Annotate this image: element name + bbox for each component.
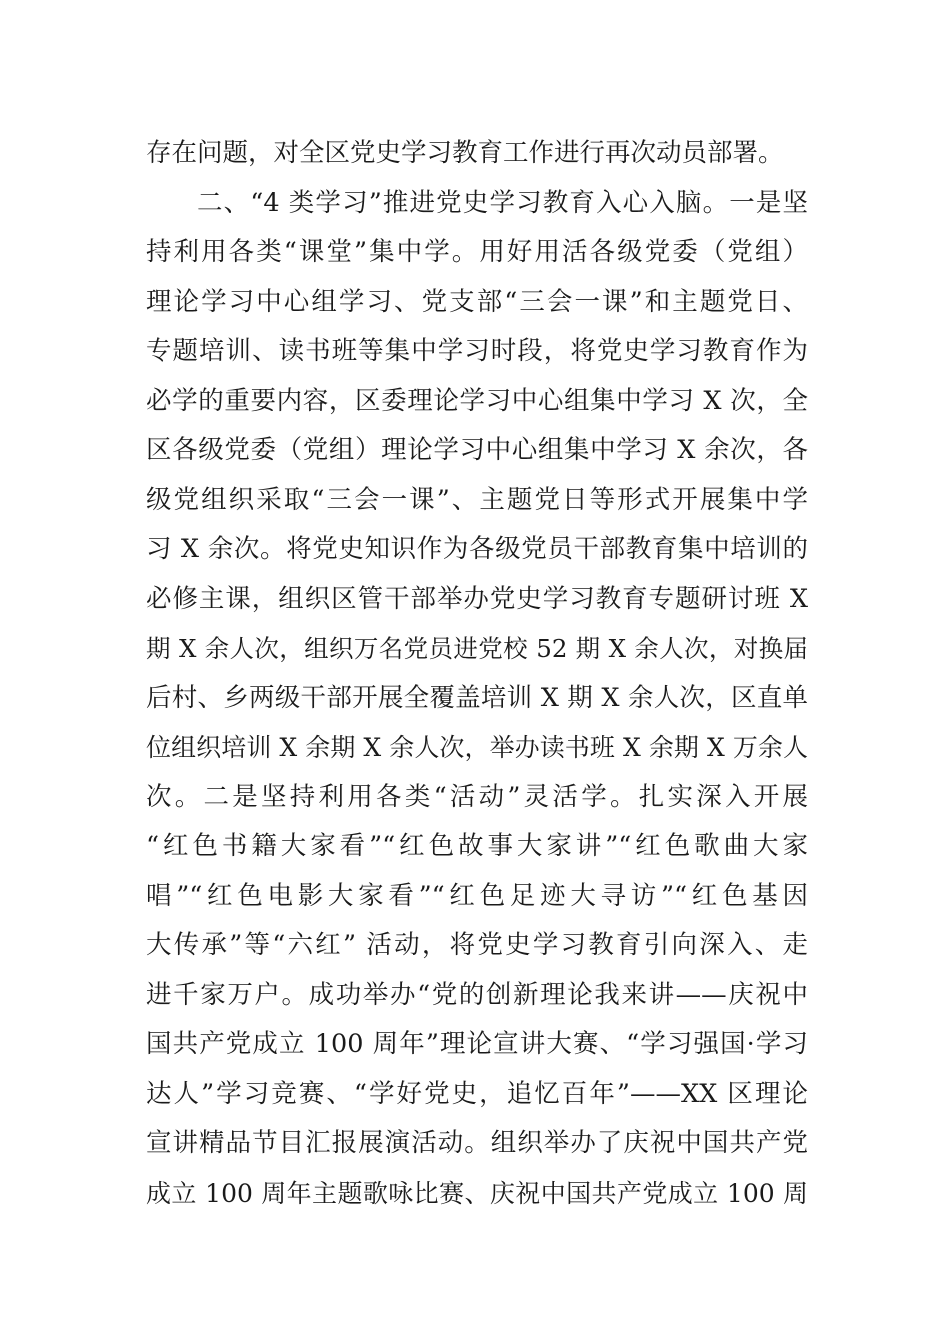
text-line: 大传承”等“六红” 活动，将党史学习教育引向深入、走 bbox=[146, 930, 808, 960]
text-line: 习 X 余次。将党史知识作为各级党员干部教育集中培训的 bbox=[146, 534, 808, 564]
text-line: 达人”学习竞赛、“学好党史，追忆百年”——XX 区理论 bbox=[146, 1078, 808, 1109]
body-text bbox=[146, 129, 808, 1218]
text-line: 国共产党成立 100 周年”理论宣讲大赛、“学习强国·学习 bbox=[146, 1029, 808, 1059]
text-line: 位组织培训 X 余期 X 余人次，举办读书班 X 余期 X 万余人 bbox=[146, 733, 808, 762]
text-line: 期 X 余人次，组织万名党员进党校 52 期 X 余人次，对换届 bbox=[146, 634, 808, 663]
text-line: 次。二是坚持利用各类“活动”灵活学。扎实深入开展 bbox=[146, 781, 808, 812]
text-line: “红色书籍大家看”“红色故事大家讲”“红色歌曲大家 bbox=[146, 831, 808, 861]
text-line: 级党组织采取“三会一课”、主题党日等形式开展集中学 bbox=[146, 484, 808, 515]
text-line: 唱”“红色电影大家看”“红色足迹大寻访”“红色基因 bbox=[146, 880, 808, 911]
text-line: 二、“4 类学习”推进党史学习教育入心入脑。一是坚 bbox=[197, 187, 808, 218]
text-line: 理论学习中心组学习、党支部“三会一课”和主题党日、 bbox=[146, 286, 808, 317]
text-line: 宣讲精品节目汇报展演活动。组织举办了庆祝中国共产党 bbox=[146, 1128, 808, 1158]
text-line: 存在问题，对全区党史学习教育工作进行再次动员部署。 bbox=[146, 138, 784, 168]
text-line: 成立 100 周年主题歌咏比赛、庆祝中国共产党成立 100 周 bbox=[146, 1178, 808, 1208]
text-line: 持利用各类“课堂”集中学。用好用活各级党委（党组） bbox=[146, 237, 808, 267]
text-line: 后村、乡两级干部开展全覆盖培训 X 期 X 余人次，区直单 bbox=[146, 682, 808, 713]
text-line: 专题培训、读书班等集中学习时段，将党史学习教育作为 bbox=[146, 336, 808, 366]
text-line: 进千家万户。成功举办“党的创新理论我来讲——庆祝中 bbox=[146, 979, 808, 1010]
text-line: 必修主课，组织区管干部举办党史学习教育专题研讨班 X bbox=[146, 583, 808, 614]
text-line: 区各级党委（党组）理论学习中心组集中学习 X 余次，各 bbox=[146, 435, 808, 465]
text-line: 必学的重要内容，区委理论学习中心组集中学习 X 次，全 bbox=[146, 385, 808, 416]
